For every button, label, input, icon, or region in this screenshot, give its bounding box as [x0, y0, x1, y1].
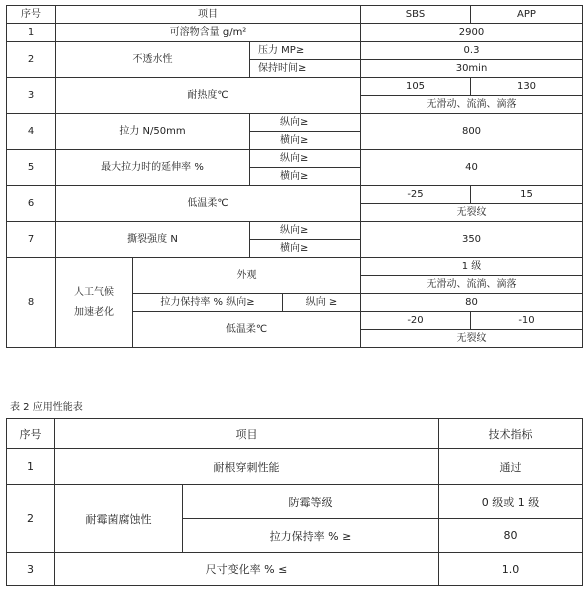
row-item: 人工气候 加速老化	[56, 258, 133, 348]
row-value: 40	[361, 150, 583, 186]
row-item: 可溶物含量 g/m²	[56, 24, 361, 42]
physical-properties-table	[6, 5, 583, 348]
header-item: 项目	[55, 419, 439, 449]
row-item: 不透水性	[56, 42, 250, 78]
table-row	[7, 485, 583, 519]
row-sub: 横向≥	[250, 168, 361, 186]
row-value-app: 15	[471, 186, 583, 204]
row-sub: 拉力保持率 % 纵向≥	[133, 294, 283, 312]
row-item: 拉力 N/50mm	[56, 114, 250, 150]
row-value: 80	[439, 519, 583, 553]
row-sub: 纵向≥	[250, 222, 361, 240]
row-no: 4	[7, 114, 56, 150]
application-performance-table	[6, 418, 583, 586]
row-no: 1	[7, 449, 55, 485]
row-value: 80	[361, 294, 583, 312]
row-value: 800	[361, 114, 583, 150]
row-value: 350	[361, 222, 583, 258]
row-sub: 纵向≥	[250, 150, 361, 168]
table-row	[7, 186, 583, 204]
row-sub: 横向≥	[250, 132, 361, 150]
row-no: 8	[7, 258, 56, 348]
table-header-row	[7, 419, 583, 449]
table-row	[7, 42, 583, 60]
row-sub: 外观	[133, 258, 361, 294]
row-value-sbs: 105	[361, 78, 471, 96]
row-note: 无裂纹	[361, 330, 583, 348]
row-item: 低温柔℃	[56, 186, 361, 222]
table-row	[7, 449, 583, 485]
row-value-app: 130	[471, 78, 583, 96]
row-sub: 纵向≥	[250, 114, 361, 132]
row-value-sbs: -20	[361, 312, 471, 330]
table-row	[7, 78, 583, 96]
table-row	[7, 114, 583, 132]
row-no: 6	[7, 186, 56, 222]
row-no: 7	[7, 222, 56, 258]
row-sub: 低温柔℃	[133, 312, 361, 348]
row-no: 3	[7, 553, 55, 586]
table-caption: 表 2 应用性能表	[10, 402, 83, 413]
row-item: 撕裂强度 N	[56, 222, 250, 258]
row-value: 0.3	[361, 42, 583, 60]
row-sub: 压力 MP≥	[250, 42, 361, 60]
row-value: 0 级或 1 级	[439, 485, 583, 519]
table-row	[7, 258, 583, 276]
row-no: 3	[7, 78, 56, 114]
row-value-sbs: -25	[361, 186, 471, 204]
table-row	[7, 222, 583, 240]
header-sbs: SBS	[361, 6, 471, 24]
row-item: 耐热度℃	[56, 78, 361, 114]
table-row	[7, 150, 583, 168]
row-value: 2900	[361, 24, 583, 42]
header-app: APP	[471, 6, 583, 24]
row-value: 通过	[439, 449, 583, 485]
row-no: 2	[7, 485, 55, 553]
row-no: 2	[7, 42, 56, 78]
row-sub: 拉力保持率 % ≥	[183, 519, 439, 553]
header-item: 项目	[56, 6, 361, 24]
row-sub: 横向≥	[250, 240, 361, 258]
row-note: 无滑动、流淌、滴落	[361, 96, 583, 114]
table-header-row	[7, 6, 583, 24]
row-sub: 防霉等级	[183, 485, 439, 519]
row-value: 无滑动、流淌、滴落	[361, 276, 583, 294]
row-value-app: -10	[471, 312, 583, 330]
header-no: 序号	[7, 6, 56, 24]
row-item: 最大拉力时的延伸率 %	[56, 150, 250, 186]
row-value: 1 级	[361, 258, 583, 276]
row-value: 30min	[361, 60, 583, 78]
row-item: 尺寸变化率 % ≤	[55, 553, 439, 586]
row-no: 5	[7, 150, 56, 186]
table-row	[7, 553, 583, 586]
row-sub: 纵向 ≥	[283, 294, 361, 312]
header-index: 技术指标	[439, 419, 583, 449]
row-note: 无裂纹	[361, 204, 583, 222]
row-item: 耐根穿刺性能	[55, 449, 439, 485]
row-value: 1.0	[439, 553, 583, 586]
row-sub: 保持时间≥	[250, 60, 361, 78]
table-row	[7, 24, 583, 42]
row-item: 耐霉菌腐蚀性	[55, 485, 183, 553]
header-no: 序号	[7, 419, 55, 449]
row-no: 1	[7, 24, 56, 42]
